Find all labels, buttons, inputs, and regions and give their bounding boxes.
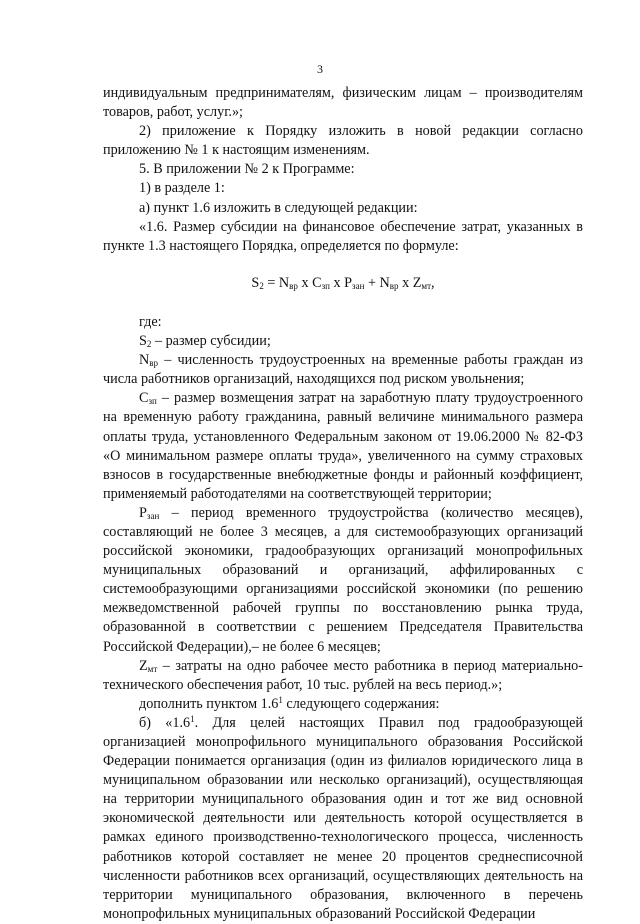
paragraph: 2) приложение к Порядку изложить в новой редакции согласно приложению № 1 к настоящим изменениям. [103,123,583,159]
paragraph: а) пункт 1.6 изложить в следующей редакции: [139,199,418,216]
subsidy-formula: $S_2 = N_{вр}$ х $C_{зп}$ х $P_{зан} + N_{вр}$ х $Z_{мт}$, [251,274,435,291]
paragraph: дополнить пунктом $1.6^1$ следующего содержания: [139,694,440,712]
document-body [103,84,583,924]
where-label: где: [139,313,162,330]
paragraph: 1) в разделе 1: [139,180,225,197]
definition-zmt: $Z_{мт}$ – затраты на одно рабочее место работника в период материально-технического обеспечения работ, 10 тыс. рублей на весь период.»; [103,657,583,693]
definition-s2: $S_2$ – размер субсидии; [139,333,271,350]
definition-pzan: $P_{зан}$ – период временного трудоустройства (количество месяцев), составляющий не более 3 месяцев, а для системообразующих организаций российской экономики, градообразующих организаций монопрофильных муниципальных образований и организаций, аффилированных с системообразующими организациями российской экономики (по решению межведомственной рабочей группы по восстановлению рынка труда, образованной в соответствии с решением Председателя Правительства Российской Федерации),– не более 6 месяцев; [103,504,583,655]
page-number: 3 [317,62,323,76]
paragraph: индивидуальным предпринимателям, физическим лицам – производителям товаров, работ, услуг.»; [103,85,583,121]
paragraph: 5. В приложении № 2 к Программе: [139,161,355,178]
definition-nvr: $N_{вр}$ – численность трудоустроенных на временные работы граждан из числа работников организаций, находящихся под риском увольнения; [103,352,583,388]
paragraph: б) «$1.6^1$. Для целей настоящих Правил под градообразующей организацией монопрофильного муниципального образования Российской Федерации понимается организация (один из филиалов юридического лица в муниципальном образовании или несколько организаций), осуществляющая на территории муниципального образования один и тот же вид основной экономической деятельности или деятельность которой осуществляется в рамках единого производственно-технологического процесса, численность работников которой составляет не менее 20 процентов среднесписочной численности работников всех организаций, осуществляющих деятельность на территории муниципального образования, включенного в перечень монопрофильных муниципальных образований Российской Федерации [103,713,583,922]
paragraph: «1.6. Размер субсидии на финансовое обеспечение затрат, указанных в пункте 1.3 настоящего Порядка, определяется по формуле: [103,218,583,254]
definition-czp: $C_{зп}$ – размер возмещения затрат на заработную плату трудоустроенного на временную работу гражданина, равный величине минимального размера оплаты труда, установленного Федеральным законом от 19.06.2000 № 82-ФЗ «О минимальном размере оплаты труда», увеличенного на сумму страховых взносов в государственные внебюджетные фонды и районный коэффициент, применяемый работодателями на соответствующей территории; [103,390,583,502]
